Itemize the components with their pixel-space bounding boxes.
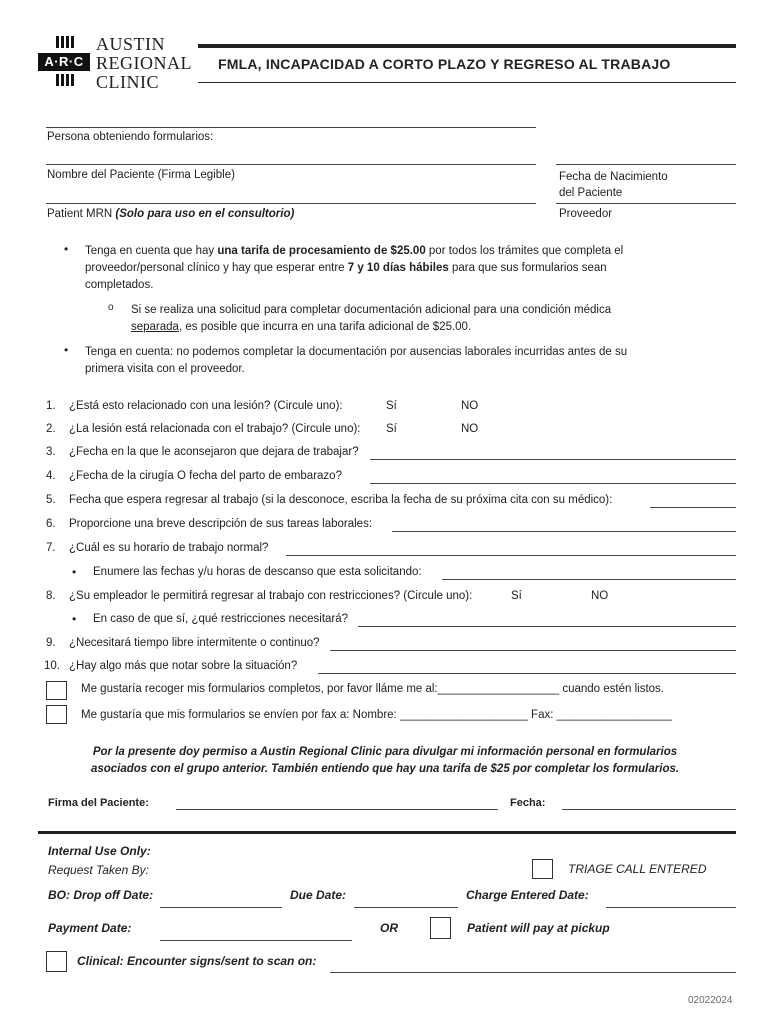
mrn-label — [47, 208, 294, 220]
q4-number: 4. — [46, 470, 56, 482]
logo-bars-bottom — [56, 74, 76, 89]
person-line[interactable] — [46, 127, 536, 128]
dob-label-line2: del Paciente — [559, 187, 623, 199]
dob-line[interactable] — [556, 164, 736, 165]
payment-date-label: Payment Date: — [48, 921, 132, 935]
q4-answer-line[interactable] — [370, 483, 736, 484]
logo-name-3: CLINIC — [96, 72, 159, 92]
provider-line[interactable] — [556, 203, 736, 204]
q8-sub-bullet: • — [72, 612, 77, 626]
q2-no[interactable]: NO — [461, 423, 479, 435]
q7-text: ¿Cuál es su horario de trabajo normal? — [69, 542, 269, 554]
due-date-label: Due Date: — [290, 888, 347, 902]
bullet-1: • — [64, 242, 69, 256]
fax-checkbox[interactable] — [46, 705, 67, 724]
q1-number: 1. — [46, 400, 56, 412]
triage-label: TRIAGE CALL ENTERED — [568, 862, 707, 876]
dob-label-line1: Fecha de Nacimiento — [559, 171, 668, 183]
page-title: FMLA, INCAPACIDAD A CORTO PLAZO Y REGRESO AL TRABAJO — [218, 56, 671, 72]
logo-name-2: REGIONAL — [96, 53, 192, 73]
q3-text: ¿Fecha en la que le aconsejaron que dejara de trabajar? — [69, 446, 359, 458]
dob-label — [559, 169, 668, 201]
note-3: Tenga en cuenta: no podemos completar la documentación por ausencias laborales incurridas antes de su primera visita con el proveedor. — [85, 346, 628, 375]
q2-text: ¿La lesión está relacionada con el trabajo? (Circule uno): — [69, 423, 361, 435]
q9-number: 9. — [46, 637, 56, 649]
q10-number: 10. — [44, 660, 60, 672]
q9-answer-line[interactable] — [330, 650, 736, 651]
logo-mark: A·R·C — [38, 53, 90, 71]
charge-entered-label: Charge Entered Date: — [466, 888, 589, 902]
due-date-line[interactable] — [354, 907, 458, 908]
name-line[interactable] — [46, 164, 536, 165]
q2-number: 2. — [46, 423, 56, 435]
header-rule-bottom — [198, 82, 736, 83]
date-label: Fecha: — [510, 797, 546, 809]
q10-text: ¿Hay algo más que notar sobre la situación? — [69, 660, 298, 672]
q4-text: ¿Fecha de la cirugía O fecha del parto de embarazo? — [69, 470, 342, 482]
q3-number: 3. — [46, 446, 56, 458]
consent-text: Por la presente doy permiso a Austin Regional Clinic para divulgar mi información personal en formularios asociados con el grupo anterior. También entiendo que hay una tarifa de $25 por completar los formularios. — [90, 746, 680, 775]
sub-bullet-1: o — [108, 302, 114, 313]
q3-answer-line[interactable] — [370, 459, 736, 460]
footer-code: 02022024 — [688, 995, 733, 1006]
q1-text: ¿Está esto relacionado con una lesión? (Circule uno): — [69, 400, 343, 412]
person-label: Persona obteniendo formularios: — [47, 131, 214, 143]
q8-text: ¿Su empleador le permitirá regresar al trabajo con restricciones? (Circule uno): — [69, 590, 473, 602]
q5-number: 5. — [46, 494, 56, 506]
request-taken-label: Request Taken By: — [48, 863, 149, 877]
clinical-checkbox[interactable] — [46, 951, 67, 972]
internal-divider — [38, 831, 736, 834]
bo-drop-line[interactable] — [160, 907, 282, 908]
q9-text: ¿Necesitará tiempo libre intermitente o continuo? — [69, 637, 320, 649]
logo-bars-top — [56, 36, 76, 51]
pickup-option-text: Me gustaría recoger mis formularios completos, por favor lláme me al:___________________ cuando estén listos. — [81, 683, 664, 695]
header-rule — [198, 44, 736, 48]
internal-title: Internal Use Only: — [48, 844, 151, 858]
q7-sub-answer-line[interactable] — [442, 579, 736, 580]
provider-label: Proveedor — [559, 208, 613, 220]
mrn-note: (Solo para uso en el consultorio) — [115, 208, 295, 220]
q6-number: 6. — [46, 518, 56, 530]
q6-text: Proporcione una breve descripción de sus tareas laborales: — [69, 518, 373, 530]
pay-pickup-checkbox[interactable] — [430, 917, 451, 939]
logo — [38, 36, 190, 92]
clinical-line[interactable] — [330, 972, 736, 973]
or-label: OR — [380, 921, 398, 935]
name-label: Nombre del Paciente (Firma Legible) — [47, 169, 235, 181]
date-line[interactable] — [562, 809, 736, 810]
pickup-checkbox[interactable] — [46, 681, 67, 700]
q5-answer-line[interactable] — [650, 507, 736, 508]
note-1: Tenga en cuenta que hay una tarifa de procesamiento de $25.00 por todos los trámites que completa el proveedor/personal clínico y hay que esperar entre 7 y 10 días hábiles para que sus formularios sean completados. — [85, 245, 624, 291]
logo-name-1: AUSTIN — [96, 34, 165, 54]
q8-sub-text: En caso de que sí, ¿qué restricciones necesitará? — [93, 613, 349, 625]
payment-date-line[interactable] — [160, 940, 352, 941]
signature-line[interactable] — [176, 809, 498, 810]
signature-label: Firma del Paciente: — [48, 797, 149, 809]
q1-no[interactable]: NO — [461, 400, 479, 412]
q8-no[interactable]: NO — [591, 590, 609, 602]
q7-sub-bullet: • — [72, 565, 77, 579]
bo-drop-label: BO: Drop off Date: — [48, 888, 154, 902]
q8-yes[interactable]: Sí — [511, 590, 522, 602]
q7-number: 7. — [46, 542, 56, 554]
q8-sub-answer-line[interactable] — [358, 626, 736, 627]
q8-number: 8. — [46, 590, 56, 602]
q1-yes[interactable]: Sí — [386, 400, 397, 412]
q6-answer-line[interactable] — [392, 531, 736, 532]
pay-pickup-label: Patient will pay at pickup — [467, 921, 610, 935]
note-2: Si se realiza una solicitud para completar documentación adicional para una condición médica separada, es posible que incurra en una tarifa adicional de $25.00. — [131, 304, 612, 333]
clinical-label: Clinical: Encounter signs/sent to scan on: — [77, 954, 317, 968]
bullet-2: • — [64, 343, 69, 357]
triage-checkbox[interactable] — [532, 859, 553, 879]
mrn-line[interactable] — [46, 203, 536, 204]
q5-text: Fecha que espera regresar al trabajo (si la desconoce, escriba la fecha de su próxima cita con su médico): — [69, 494, 613, 506]
q10-answer-line[interactable] — [318, 673, 736, 674]
fax-option-text: Me gustaría que mis formularios se envíen por fax a: Nombre: ____________________ Fax: __________________ — [81, 709, 672, 721]
mrn-label-text: Patient MRN — [47, 208, 116, 220]
q2-yes[interactable]: Sí — [386, 423, 397, 435]
q7-answer-line[interactable] — [286, 555, 736, 556]
q7-sub-text: Enumere las fechas y/u horas de descanso que esta solicitando: — [93, 566, 422, 578]
charge-entered-line[interactable] — [606, 907, 736, 908]
